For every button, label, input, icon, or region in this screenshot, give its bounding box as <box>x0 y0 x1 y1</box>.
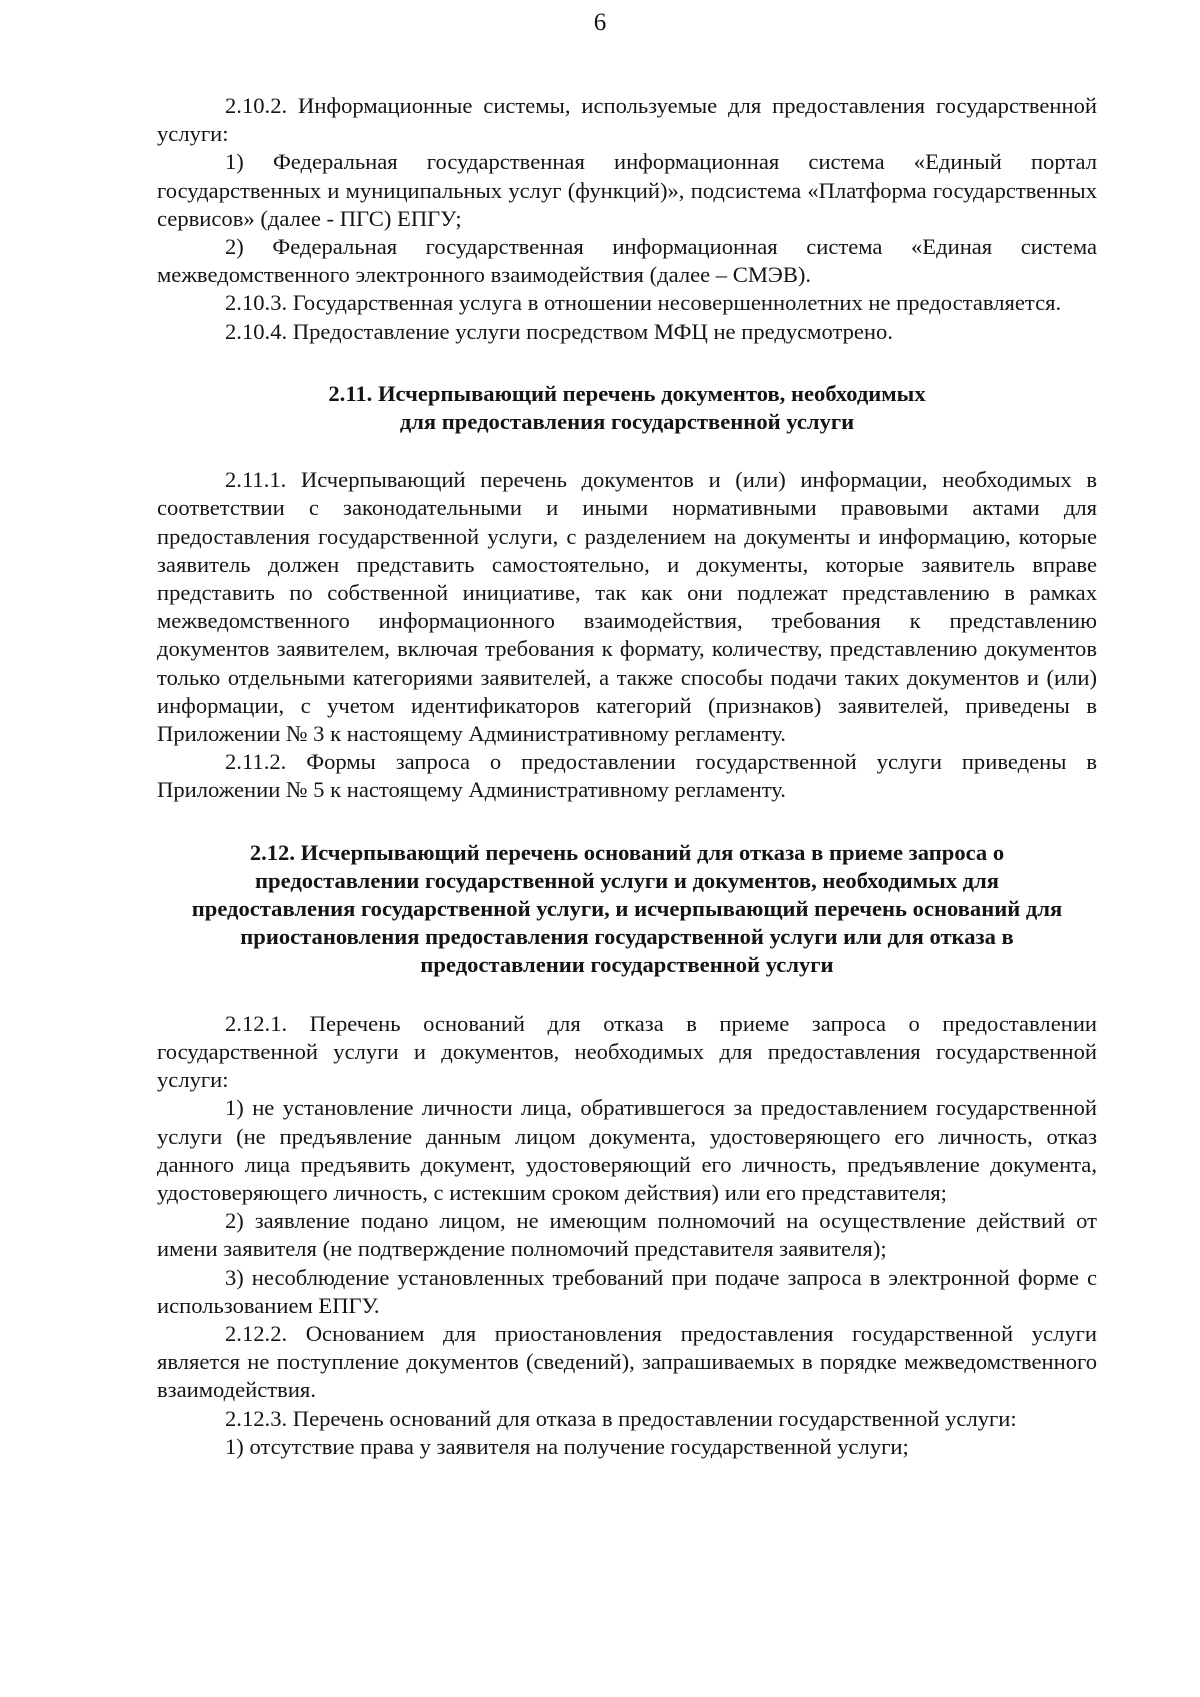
paragraph-2-12-3: 2.12.3. Перечень оснований для отказа в предоставлении государственной услуги: <box>225 1405 1017 1431</box>
paragraph-2-12-1-item-3: 3) несоблюдение установленных требований при подаче запроса в электронной форме с использованием ЕПГУ. <box>157 1264 1097 1318</box>
paragraph-2-12-2: 2.12.2. Основанием для приостановления предоставления государственной услуги является не поступление документов (сведений), запрашиваемых в порядке межведомственного взаимодействия. <box>157 1320 1097 1403</box>
section-heading-2-11 <box>157 380 1097 436</box>
paragraph-2-12-1-item-1: 1) не установление личности лица, обратившегося за предоставлением государственной услуги (не предъявление данным лицом документа, удостоверяющего его личность, отказ данного лица предъявить документ, удостоверяющий его личность, предъявление документа, удостоверяющего личность, с истекшим сроком действия) или его представителя; <box>157 1095 1097 1205</box>
heading-line: 2.12. Исчерпывающий перечень оснований для отказа в приеме запроса о <box>249 839 1005 865</box>
heading-line: предоставлении государственной услуги <box>420 952 834 978</box>
paragraph-2-12-1: 2.12.1. Перечень оснований для отказа в приеме запроса о предоставлении государственной услуги и документов, необходимых для предоставления государственной услуги: <box>157 1010 1097 1093</box>
paragraph-2-11-2: 2.11.2. Формы запроса о предоставлении государственной услуги приведены в Приложении № 5 к настоящему Административному регламенту. <box>157 749 1097 803</box>
paragraph-2-12-3-item-1: 1) отсутствие права у заявителя на получение государственной услуги; <box>225 1433 909 1459</box>
heading-line: для предоставления государственной услуги <box>399 409 855 435</box>
paragraph-2-10-3: 2.10.3. Государственная услуга в отношении несовершеннолетних не предоставляется. <box>225 290 1062 316</box>
paragraph-2-10-2-item-1: 1) Федеральная государственная информационная система «Единый портал государственных и муниципальных услуг (функций)», подсистема «Платформа государственных сервисов» (далее - ПГС) ЕПГУ; <box>157 149 1097 231</box>
page-number: 6 <box>593 9 607 36</box>
heading-line: 2.11. Исчерпывающий перечень документов, необходимых <box>328 380 926 406</box>
document-body <box>157 92 1097 1461</box>
paragraph-2-10-2: 2.10.2. Информационные системы, используемые для предоставления государственной услуги: <box>157 93 1097 147</box>
heading-line: предоставления государственной услуги, и исчерпывающий перечень оснований для <box>191 896 1063 922</box>
paragraph-2-10-2-item-2: 2) Федеральная государственная информационная система «Единая система межведомственного электронного взаимодействия (далее – СМЭВ). <box>157 234 1097 288</box>
paragraph-2-12-1-item-2: 2) заявление подано лицом, не имеющим полномочий на осуществление действий от имени заявителя (не подтверждение полномочий представителя заявителя); <box>157 1208 1097 1262</box>
paragraph-2-11-1: 2.11.1. Исчерпывающий перечень документов и (или) информации, необходимых в соответствии с законодательными и иными нормативными правовыми актами для предоставления государственной услуги, с разделением на документы и информацию, которые заявитель должен представить самостоятельно, и документы, которые заявитель вправе представить по собственной инициативе, так как они подлежат представлению в рамках межведомственного информационного взаимодействия, требования к представлению документов заявителем, включая требования к формату, количеству, представлению документов только отдельными категориями заявителей, а также способы подачи таких документов и (или) информации, с учетом идентификаторов категорий (признаков) заявителей, приведены в Приложении № 3 к настоящему Административному регламенту. <box>157 467 1097 747</box>
heading-line: приостановления предоставления государственной услуги или для отказа в <box>240 924 1014 950</box>
paragraph-2-10-4: 2.10.4. Предоставление услуги посредством МФЦ не предусмотрено. <box>225 318 893 344</box>
heading-line: предоставлении государственной услуги и документов, необходимых для <box>255 867 999 893</box>
section-heading-2-12 <box>157 839 1097 980</box>
